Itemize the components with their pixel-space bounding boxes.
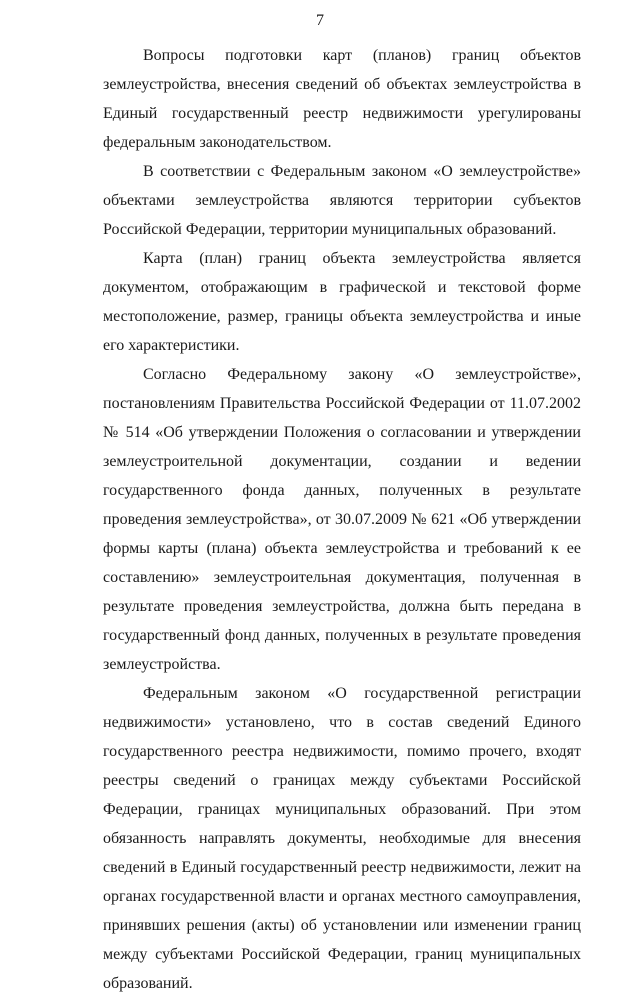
paragraph-4: Согласно Федеральному закону «О землеустройстве», постановлениям Правительства Российской Федерации от 11.07.2002 № 514 «Об утверждении Положения о согласовании и утверждении землеустроительной документации, создании и ведении государственного фонда данных, полученных в результате проведения землеустройства», от 30.07.2009 № 621 «Об утверждении формы карты (плана) объекта землеустройства и требований к ее составлению» землеустроительная документация, полученная в результате проведения землеустройства, должна быть передана в государственный фонд данных, полученных в результате проведения землеустройства. xyxy=(103,366,581,673)
document-body xyxy=(103,41,581,998)
paragraph-5: Федеральным законом «О государственной регистрации недвижимости» установлено, что в состав сведений Единого государственного реестра недвижимости, помимо прочего, входят реестры сведений о границах между субъектами Российской Федерации, границах муниципальных образований. При этом обязанность направлять документы, необходимые для внесения сведений в Единый государственный реестр недвижимости, лежит на органах государственной власти и органах местного самоуправления, принявших решения (акты) об установлении или изменении границ между субъектами Российской Федерации, границ муниципальных образований. xyxy=(103,685,581,992)
paragraph-3: Карта (план) границ объекта землеустройства является документом, отображающим в графической и текстовой форме местоположение, размер, границы объекта землеустройства и иные его характеристики. xyxy=(103,250,581,354)
paragraph-2: В соответствии с Федеральным законом «О землеустройстве» объектами землеустройства являются территории субъектов Российской Федерации, территории муниципальных образований. xyxy=(103,163,581,238)
paragraph-1: Вопросы подготовки карт (планов) границ объектов землеустройства, внесения сведений об объектах землеустройства в Единый государственный реестр недвижимости урегулированы федеральным законодательством. xyxy=(103,47,581,151)
page-number: 7 xyxy=(316,12,324,29)
